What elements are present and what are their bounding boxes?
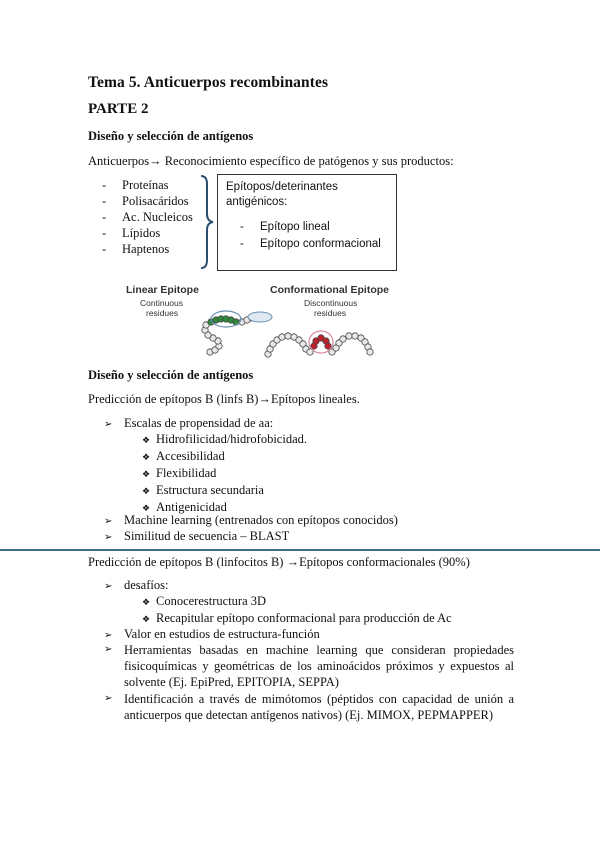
scales-sublist [142, 431, 307, 516]
desafios-item: ➢ desafíos: [104, 578, 169, 592]
epitope-figure [118, 280, 408, 362]
linear-sub2: residues [146, 308, 179, 318]
conf-sub2: residues [314, 308, 347, 318]
prediction-linear: Predicción de epítopos B (linfs B)→Epítopos lineales. [88, 392, 360, 406]
herramientas-item: ➢ Herramientas basadas en machine learning que consideran propiedades fisicoquímicas y geométricas de los aminoácidos próximos y expuestos al solvente (Ej. EpiPred, EPITOPIA, SEPPA) [104, 643, 514, 689]
identificacion-item: ➢ Identificación a través de mimótomos (péptidos con capacidad de unión a anticuerpos que detectan antígenos nativos) (Ej. MIMOX, PEPMAPPER) [104, 692, 514, 722]
list-item: ❖ Estructura secundaria [142, 483, 264, 497]
machine-learning-item: ➢ Machine learning (entrenados con epítopos conocidos) [104, 513, 398, 527]
valor-item: ➢ Valor en estudios de estructura-función [104, 627, 320, 641]
box-item: - Epítopo lineal [240, 221, 330, 233]
antibodies-line: Anticuerpos→ Reconocimiento específico de patógenos y sus productos: [88, 154, 454, 168]
box-item: - Epítopo conformacional [240, 238, 381, 250]
list-item: ❖ Conocerestructura 3D [142, 594, 267, 608]
linear-epitope-title: Linear Epitope [126, 284, 199, 296]
box-title-line2: antigénicos: [226, 196, 288, 208]
list-item: - Lípidos [102, 226, 161, 240]
list-item: - Haptenos [102, 242, 170, 256]
linear-sub1: Continuous [140, 298, 184, 308]
box-title-line1: Epítopos/deterinantes [226, 181, 338, 193]
list-item: ❖ Accesibilidad [142, 449, 225, 463]
prediction-conformational: Predicción de epítopos B (linfocitos B) →Epítopos conformacionales (90%) [88, 555, 470, 569]
part-heading: PARTE 2 [88, 101, 149, 117]
conformational-epitope-chain [265, 333, 373, 357]
list-item: ❖ Flexibilidad [142, 466, 217, 480]
list-item: ❖ Hidrofilicidad/hidrofobicidad. [142, 432, 308, 446]
epitope-types-box [217, 174, 397, 271]
scales-item: ➢ Escalas de propensidad de aa: [104, 416, 274, 430]
list-item: ❖ Antigenicidad [142, 500, 227, 514]
page-title: Tema 5. Anticuerpos recombinantes [88, 74, 329, 91]
linear-epitope-chain [202, 315, 255, 355]
desafios-sublist [142, 593, 452, 627]
list-item: - Ac. Nucleicos [102, 210, 193, 224]
list-item: - Polisacáridos [102, 194, 189, 208]
list-item: - Proteínas [102, 178, 169, 192]
section-heading-1: Diseño y selección de antígenos [88, 129, 254, 143]
molecule-list [102, 177, 193, 257]
conf-sub1: Discontinuous [304, 298, 358, 308]
section-heading-2: Diseño y selección de antígenos [88, 368, 254, 382]
list-item: ❖ Recapitular epítopo conformacional para producción de Ac [142, 611, 452, 625]
page-divider [0, 549, 600, 551]
similitud-item: ➢ Similitud de secuencia – BLAST [104, 529, 290, 543]
conformational-epitope-title: Conformational Epitope [270, 284, 389, 296]
curly-brace-icon [198, 174, 214, 270]
epitope-drawing [118, 280, 408, 362]
